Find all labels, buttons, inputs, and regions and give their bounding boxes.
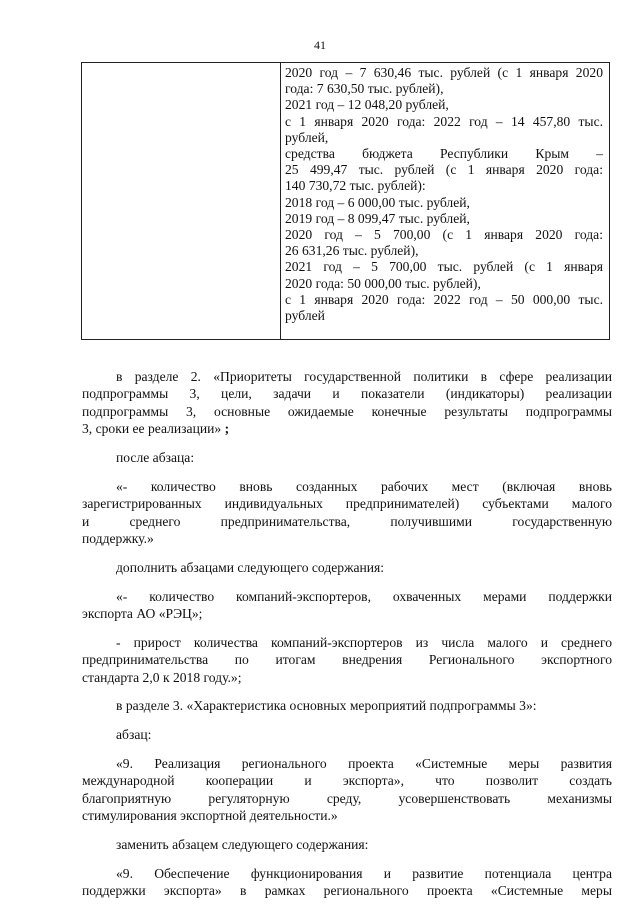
text-line: стимулирования экспортной деятельности.» <box>82 808 338 824</box>
text-line: и среднего предпринимательства, получившими государственную <box>82 513 612 529</box>
paragraph <box>82 478 612 548</box>
cell-line: года: 7 630,50 тыс. рублей), <box>285 81 444 97</box>
text-line: стандарта 2,0 к 2018 году.»; <box>82 669 242 685</box>
paragraph <box>82 726 612 743</box>
cell-line: 2021 год – 12 048,20 рублей, <box>285 97 449 113</box>
cell-line: 25 499,47 тыс. рублей (с 1 января 2020 года: <box>285 162 603 178</box>
paragraph <box>82 697 612 714</box>
text-line: поддержки экспорта» в рамках регионального проекта «Системные меры <box>82 883 612 899</box>
cell-line: 26 631,26 тыс. рублей), <box>285 243 419 259</box>
text-line: международной кооперации и экспорта», что позволит создать <box>82 773 612 789</box>
text-line: «9. Обеспечение функционирования и развитие потенциала центра <box>116 865 612 881</box>
text-line: заменить абзацем следующего содержания: <box>116 837 369 853</box>
table-cell-funding <box>285 65 603 324</box>
cell-line: 2020 год – 5 700,00 (с 1 января 2020 года: <box>285 227 603 243</box>
paragraph <box>82 755 612 825</box>
paragraph <box>82 865 612 900</box>
text-line: благоприятную регуляторную среду, усовершенствовать механизмы <box>82 790 612 806</box>
cell-line: рублей <box>285 308 325 324</box>
page-number: 41 <box>314 38 326 52</box>
text-line: зарегистрированных индивидуальных предпринимателей) субъектами малого <box>82 496 612 512</box>
cell-line: 2020 года: 50 000,00 тыс. рублей), <box>285 275 481 291</box>
document-body <box>82 368 612 911</box>
text-fragment: 3, сроки ее реализации» <box>82 421 222 437</box>
text-line: подпрограммы 3, цели, задачи и показатели (индикаторы) реализации <box>82 386 612 402</box>
text-line: поддержку.» <box>82 531 154 547</box>
text-line <box>82 420 612 437</box>
paragraph <box>82 588 612 623</box>
paragraph <box>82 559 612 576</box>
cell-line: с 1 января 2020 года: 2022 год – 14 457,80 тыс. <box>285 113 603 129</box>
paragraph <box>82 368 612 438</box>
text-line: абзац: <box>116 727 152 743</box>
paragraph <box>82 836 612 853</box>
cell-line: рублей, <box>285 129 329 145</box>
text-line: экспорта АО «РЭЦ»; <box>82 606 203 622</box>
cell-line: 2020 год – 7 630,46 тыс. рублей (с 1 января 2020 <box>285 65 603 80</box>
cell-line: 140 730,72 тыс. рублей): <box>285 178 426 194</box>
text-line: «- количество вновь созданных рабочих мест (включая вновь <box>116 478 612 494</box>
cell-line: с 1 января 2020 года: 2022 год – 50 000,00 тыс. <box>285 291 603 307</box>
cell-line: 2019 год – 8 099,47 тыс. рублей, <box>285 210 470 226</box>
text-line: дополнить абзацами следующего содержания: <box>116 559 385 575</box>
cell-line: 2021 год – 5 700,00 тыс. рублей (с 1 января <box>285 259 603 275</box>
paragraph <box>82 634 612 686</box>
text-line: - прирост количества компаний-экспортеров из числа малого и среднего <box>116 634 612 650</box>
text-line: после абзаца: <box>116 450 195 466</box>
text-line: в разделе 3. «Характеристика основных мероприятий подпрограммы 3»: <box>116 698 537 714</box>
budget-table <box>81 62 610 340</box>
table-column-divider <box>280 63 281 339</box>
paragraph <box>82 449 612 466</box>
handwritten-mark: ; <box>224 421 230 437</box>
cell-line: средства бюджета Республики Крым – <box>285 146 603 162</box>
text-line: «9. Реализация регионального проекта «Системные меры развития <box>116 756 612 772</box>
text-line: предпринимательства по итогам внедрения Регионального экспортного <box>82 652 612 668</box>
text-line: «- количество компаний-экспортеров, охваченных мерами поддержки <box>116 588 612 604</box>
text-line: в разделе 2. «Приоритеты государственной политики в сфере реализации <box>116 369 612 384</box>
cell-line: 2018 год – 6 000,00 тыс. рублей, <box>285 194 470 210</box>
text-line: подпрограммы 3, основные ожидаемые конечные результаты подпрограммы <box>82 403 612 419</box>
